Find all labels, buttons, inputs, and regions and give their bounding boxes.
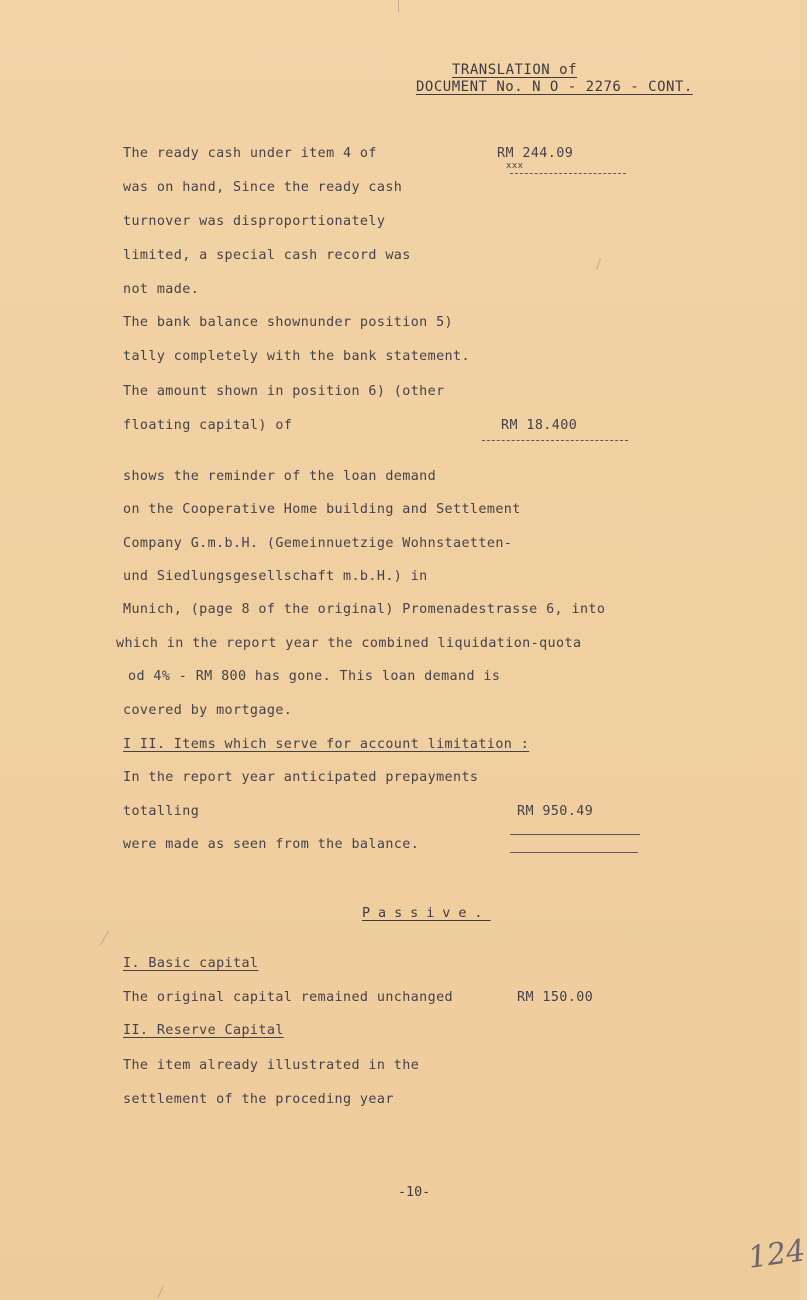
body-line: turnover was disproportionately xyxy=(123,214,386,229)
amount-capital: RM 150.00 xyxy=(517,990,594,1005)
cash-strike-mark: xxx xyxy=(506,161,524,171)
body-line: In the report year anticipated prepayments xyxy=(123,770,479,785)
document-number: DOCUMENT No. N O - 2276 - CONT. xyxy=(416,79,693,95)
body-line: Company G.m.b.H. (Gemeinnuetzige Wohnstaetten- xyxy=(123,536,513,551)
amount-floating: RM 18.400 xyxy=(501,418,578,433)
body-line: shows the reminder of the loan demand xyxy=(123,469,437,484)
body-line: The bank balance shownunder position 5) xyxy=(123,315,454,330)
page-number: -10- xyxy=(398,1185,431,1200)
reserve-line: settlement of the proceding year xyxy=(123,1092,394,1107)
body-line: tally completely with the bank statement. xyxy=(123,349,470,364)
body-line: not made. xyxy=(123,282,200,297)
paper-mark xyxy=(398,0,399,12)
floating-underline xyxy=(482,440,628,441)
body-line: The amount shown in position 6) (other xyxy=(123,384,445,399)
handwritten-number: 124 xyxy=(745,1233,807,1276)
body-line: limited, a special cash record was xyxy=(123,248,411,263)
cash-underline xyxy=(510,173,626,174)
section-heading-account-limitation: I II. Items which serve for account limitation : xyxy=(123,737,530,752)
body-line: covered by mortgage. xyxy=(123,703,293,718)
body-line: on the Cooperative Home building and Settlement xyxy=(123,502,521,517)
body-line: Munich, (page 8 of the original) Promenadestrasse 6, into xyxy=(123,602,606,617)
basic-capital-text: The original capital remained unchanged xyxy=(123,990,454,1005)
paper-mark xyxy=(158,1286,164,1297)
body-line: und Siedlungsgesellschaft m.b.H.) in xyxy=(123,569,428,584)
reserve-line: The item already illustrated in the xyxy=(123,1058,420,1073)
reserve-capital-title: II. Reserve Capital xyxy=(123,1023,284,1038)
body-line: totalling xyxy=(123,804,200,819)
amount-prepayments: RM 950.49 xyxy=(517,804,594,819)
prepayments-double-underline xyxy=(510,852,638,853)
prepayments-underline xyxy=(510,834,640,835)
body-line: which in the report year the combined liquidation-quota xyxy=(116,636,582,651)
amount-cash: RM 244.09 xyxy=(497,146,574,161)
body-line: were made as seen from the balance. xyxy=(123,837,420,852)
body-line: od 4% - RM 800 has gone. This loan demand is xyxy=(128,669,501,684)
translation-heading: TRANSLATION of xyxy=(452,62,578,78)
basic-capital-title: I. Basic capital xyxy=(123,956,259,971)
body-line: The ready cash under item 4 of xyxy=(123,146,377,161)
body-line: floating capital) of xyxy=(123,418,293,433)
paper-mark xyxy=(100,931,109,945)
paper-mark xyxy=(596,258,601,270)
body-line: was on hand, Since the ready cash xyxy=(123,180,403,195)
passive-heading: Passive. xyxy=(362,906,491,921)
